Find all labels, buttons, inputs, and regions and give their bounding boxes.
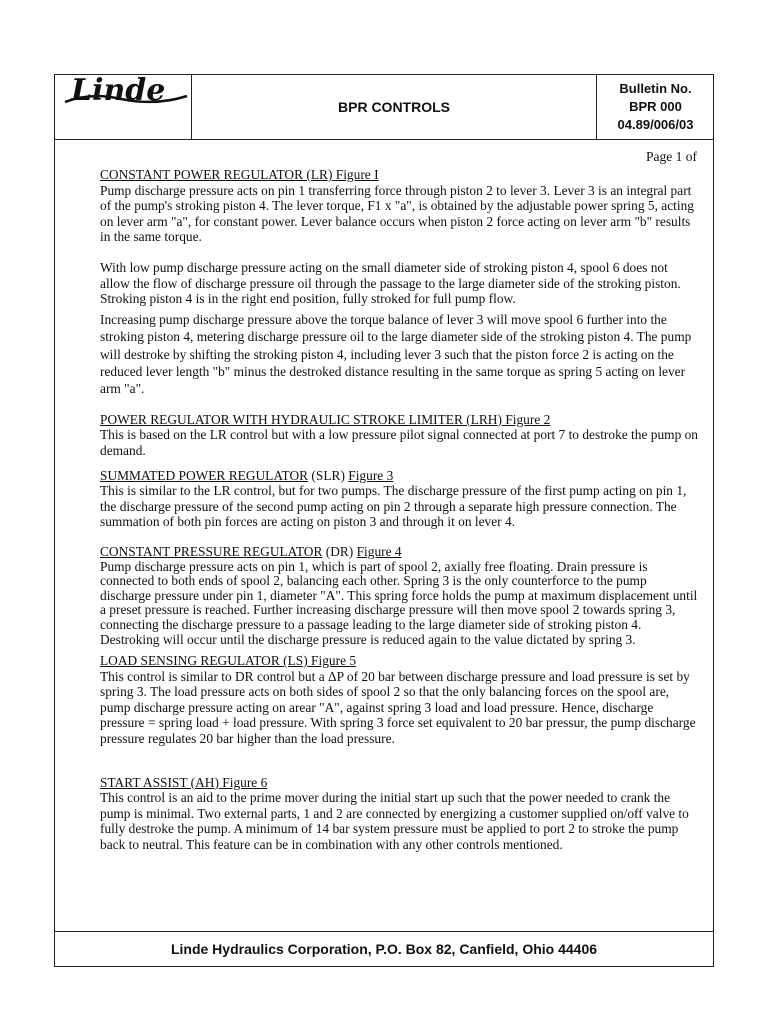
paragraph: Pump discharge pressure acts on pin 1, which is part of spool 2, axially free floating. Drain pressure is connected to both ends of spool 2, balancing each other. Spring 3 is the only counterforce to the pump discharge pressure under pin 1, diameter "A". This spring force holds the pump at maximum displacement until a preset pressure is reached. Further increasing discharge pressure will then move spool 2 towards spring 3, connecting the discharge pressure to a passage leading to the large diameter side of stroking piston 4. Destroking will occur until the discharge pressure is reduced again to the value dictated by spring 3.: [100, 558, 698, 647]
paragraph: This control is an aid to the prime mover during the initial start up such that the power needed to crank the pump is minimal. Two external parts, 1 and 2 are connected by energizing a customer supplied on/off valve to fully destroke the pump. A minimum of 14 bar system pressure must be applied to port 2 to stroke the pump back to neutral. This feature can be in combination with any other controls mentioned.: [100, 790, 689, 853]
section-heading: LOAD SENSING REGULATOR (LS) Figure 5: [100, 653, 357, 669]
paragraph: Pump discharge pressure acts on pin 1 transferring force through piston 2 to lever 3. Lever 3 is an integral part of the pump's stroking piston 4. The lever torque, F1 x "a", is obtained by the adjustable power spring 5, acting on lever arm "a", for constant power. Lever balance occurs when piston 2 force acting on lever arm "b" results in the same torque.: [100, 182, 694, 245]
paragraph: This is similar to the LR control, but for two pumps. The discharge pressure of the first pump acting on pin 1, the discharge pressure of the second pump acting on pin 2 through a separate high pressure connection. The summation of both pin forces are acting on piston 3 and through it on lever 4.: [100, 483, 687, 530]
paragraph: This control is similar to DR control but a ΔP of 20 bar between discharge pressure and load pressure is set by spring 3. The load pressure acts on both sides of spool 2 so that the only balancing forces on the spool are, pump discharge pressure acting on arear "A", against spring 3 load and load pressure. Hence, discharge pressure = spring load + load pressure. With spring 3 force set equivalent to 20 bar pressur, the pump discharge pressure regulates 20 bar higher than the load pressure.: [100, 668, 696, 747]
bulletin-code: BPR 000: [629, 99, 682, 114]
section-lrh: [100, 412, 700, 459]
bulletin-info: [596, 75, 714, 139]
section-dr: [100, 544, 700, 647]
paragraph: With low pump discharge pressure acting on the small diameter side of stroking piston 4, spool 6 does not allow the flow of discharge pressure oil through the passage to the large diameter side of the stroking piston. Stroking piston 4 is in the right end position, fully stroked for full pump flow.: [100, 259, 681, 307]
section-heading: CONSTANT PRESSURE REGULATOR (DR) Figure 4: [100, 543, 402, 559]
section-heading: START ASSIST (AH) Figure 6: [100, 774, 268, 790]
paragraph: This is based on the LR control but with a low pressure pilot signal connected at port 7 to destroke the pump on demand.: [100, 427, 699, 458]
section-ah: [100, 775, 700, 853]
linde-logo: [61, 72, 191, 112]
bulletin-frame: [54, 74, 714, 967]
bulletin-date: 04.89/006/03: [617, 117, 694, 132]
document-footer: Linde Hydraulics Corporation, P.O. Box 82, Canfield, Ohio 44406: [55, 931, 713, 966]
document-title: BPR CONTROLS: [338, 99, 450, 115]
document-header: [55, 75, 713, 140]
document-body: [100, 167, 700, 853]
section-heading: SUMMATED POWER REGULATOR (SLR) Figure 3: [100, 467, 394, 483]
paragraph: Increasing pump discharge pressure above the torque balance of lever 3 will move spool 6 further into the stroking piston 4, metering discharge pressure oil to the large diameter side of the stroking piston 4. The pump will destroke by shifting the stroking piston 4, including lever 3 such that the piston force 2 is acting on the reduced lever length "b" minus the destroked distance resulting in the same torque as spring 5 acting on lever arm "a".: [100, 311, 692, 397]
section-ls: [100, 653, 700, 747]
section-lr: [100, 167, 700, 398]
svg-text:Linde: Linde: [71, 73, 166, 108]
bulletin-label: Bulletin No.: [619, 81, 692, 96]
section-heading: CONSTANT POWER REGULATOR (LR) Figure I: [100, 167, 379, 182]
logo-cell: [55, 75, 192, 139]
section-heading: POWER REGULATOR WITH HYDRAULIC STROKE LIMITER (LRH) Figure 2: [100, 411, 551, 427]
page-number: Page 1 of: [646, 149, 697, 164]
section-slr: [100, 468, 700, 530]
